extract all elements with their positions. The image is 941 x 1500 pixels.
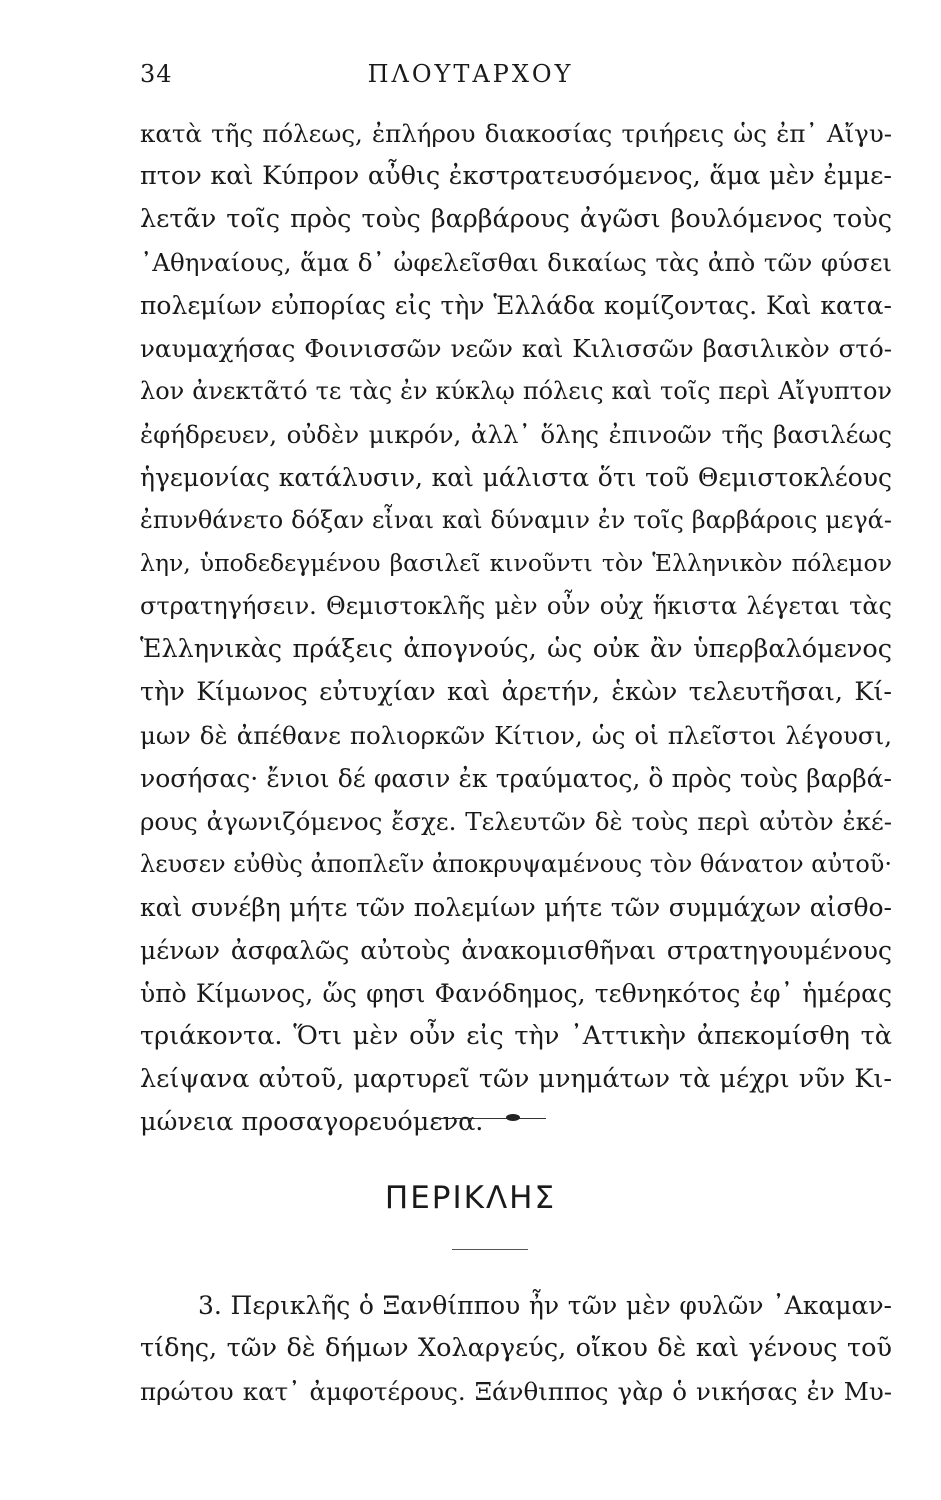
chapter-title: ΠΕΡΙΚΛΗΣ bbox=[384, 1180, 557, 1216]
text-line: τριάκοντα. Ὅτι μὲν οὖν εἰς τὴν ᾽Αττικὴν ἀπεκομίσθη τὰ bbox=[140, 1021, 892, 1051]
text-line: ἐπυνθάνετο δόξαν εἶναι καὶ δύναμιν ἐν τοῖς βαρβάροις μεγά- bbox=[140, 506, 892, 534]
divider-ornament bbox=[506, 1114, 520, 1121]
text-line: μένων ἀσφαλῶς αὐτοὺς ἀνακομισθῆναι στρατηγουμένους bbox=[140, 936, 892, 965]
text-line: κατὰ τῆς πόλεως, ἐπλήρου διακοσίας τριήρεις ὡς ἐπ᾽ Αἴγυ- bbox=[140, 119, 892, 148]
title-underline bbox=[452, 1249, 528, 1250]
text-line: ρους ἀγωνιζόμενος ἔσχε. Τελευτῶν δὲ τοὺς περὶ αὐτὸν ἐκέ- bbox=[140, 807, 892, 836]
chapter-text bbox=[140, 1284, 892, 1413]
running-head: ΠΛΟΥΤΑΡΧΟΥ bbox=[367, 60, 574, 88]
text-line: πτον καὶ Κύπρον αὖθις ἐκστρατευσόμενος, ἅμα μὲν ἐμμε- bbox=[140, 161, 892, 191]
text-line: ἡγεμονίας κατάλυσιν, καὶ μάλιστα ὅτι τοῦ Θεμιστοκλέους bbox=[140, 463, 892, 492]
page-number: 34 bbox=[140, 60, 173, 88]
text-line: ἐφήδρευεν, οὐδὲν μικρόν, ἀλλ᾽ ὅλης ἐπινοῶν τῆς βασιλέως bbox=[140, 420, 892, 449]
text-line: καὶ συνέβη μήτε τῶν πολεμίων μήτε τῶν συμμάχων αἰσθο- bbox=[140, 893, 892, 922]
body-text bbox=[140, 112, 892, 1144]
text-line: πολεμίων εὐπορίας εἰς τὴν Ἑλλάδα κομίζοντας. Καὶ κατα- bbox=[140, 291, 892, 320]
text-line: ναυμαχήσας Φοινισσῶν νεῶν καὶ Κιλισσῶν βασιλικὸν στό- bbox=[140, 334, 892, 363]
text-line: μώνεια προσαγορευόμενα. bbox=[140, 1107, 484, 1137]
text-line: λον ἀνεκτᾶτό τε τὰς ἐν κύκλῳ πόλεις καὶ τοῖς περὶ Αἴγυπτον bbox=[140, 377, 892, 405]
text-line: 3. Περικλῆς ὁ Ξανθίππου ἦν τῶν μὲν φυλῶν ᾽Ακαμαν- bbox=[198, 1291, 892, 1320]
section-divider bbox=[432, 1118, 546, 1119]
text-line: στρατηγήσειν. Θεμιστοκλῆς μὲν οὖν οὐχ ἥκιστα λέγεται τὰς bbox=[140, 592, 892, 620]
text-line: λευσεν εὐθὺς ἀποπλεῖν ἀποκρυψαμένους τὸν θάνατον αὐτοῦ· bbox=[140, 850, 892, 878]
text-line: πρώτου κατ᾽ ἀμφοτέρους. Ξάνθιππος γὰρ ὁ νικήσας ἐν Μυ- bbox=[140, 1377, 892, 1406]
text-line: νοσήσας· ἔνιοι δέ φασιν ἐκ τραύματος, ὃ πρὸς τοὺς βαρβά- bbox=[140, 764, 892, 793]
text-line: τίδης, τῶν δὲ δήμων Χολαργεύς, οἴκου δὲ καὶ γένους τοῦ bbox=[140, 1333, 892, 1363]
text-line: λην, ὑποδεδεγμένου βασιλεῖ κινοῦντι τὸν Ἑλληνικὸν πόλεμον bbox=[140, 549, 892, 577]
text-line: μων δὲ ἀπέθανε πολιορκῶν Κίτιον, ὡς οἱ πλεῖστοι λέγουσι, bbox=[140, 721, 892, 750]
text-line: ὑπὸ Κίμωνος, ὥς φησι Φανόδημος, τεθνηκότος ἐφ᾽ ἡμέρας bbox=[140, 979, 892, 1008]
text-line: λετᾶν τοῖς πρὸς τοὺς βαρβάρους ἀγῶσι βουλόμενος τοὺς bbox=[140, 204, 892, 234]
text-line: λείψανα αὐτοῦ, μαρτυρεῖ τῶν μνημάτων τὰ μέχρι νῦν Κι- bbox=[140, 1064, 892, 1094]
text-line: Ἑλληνικὰς πράξεις ἀπογνούς, ὡς οὐκ ἂν ὑπερβαλόμενος bbox=[140, 634, 892, 664]
text-line: τὴν Κίμωνος εὐτυχίαν καὶ ἀρετήν, ἑκὼν τελευτῆσαι, Κί- bbox=[140, 677, 892, 707]
text-line: ᾽Αθηναίους, ἅμα δ᾽ ὠφελεῖσθαι δικαίως τὰς ἀπὸ τῶν φύσει bbox=[140, 248, 892, 277]
